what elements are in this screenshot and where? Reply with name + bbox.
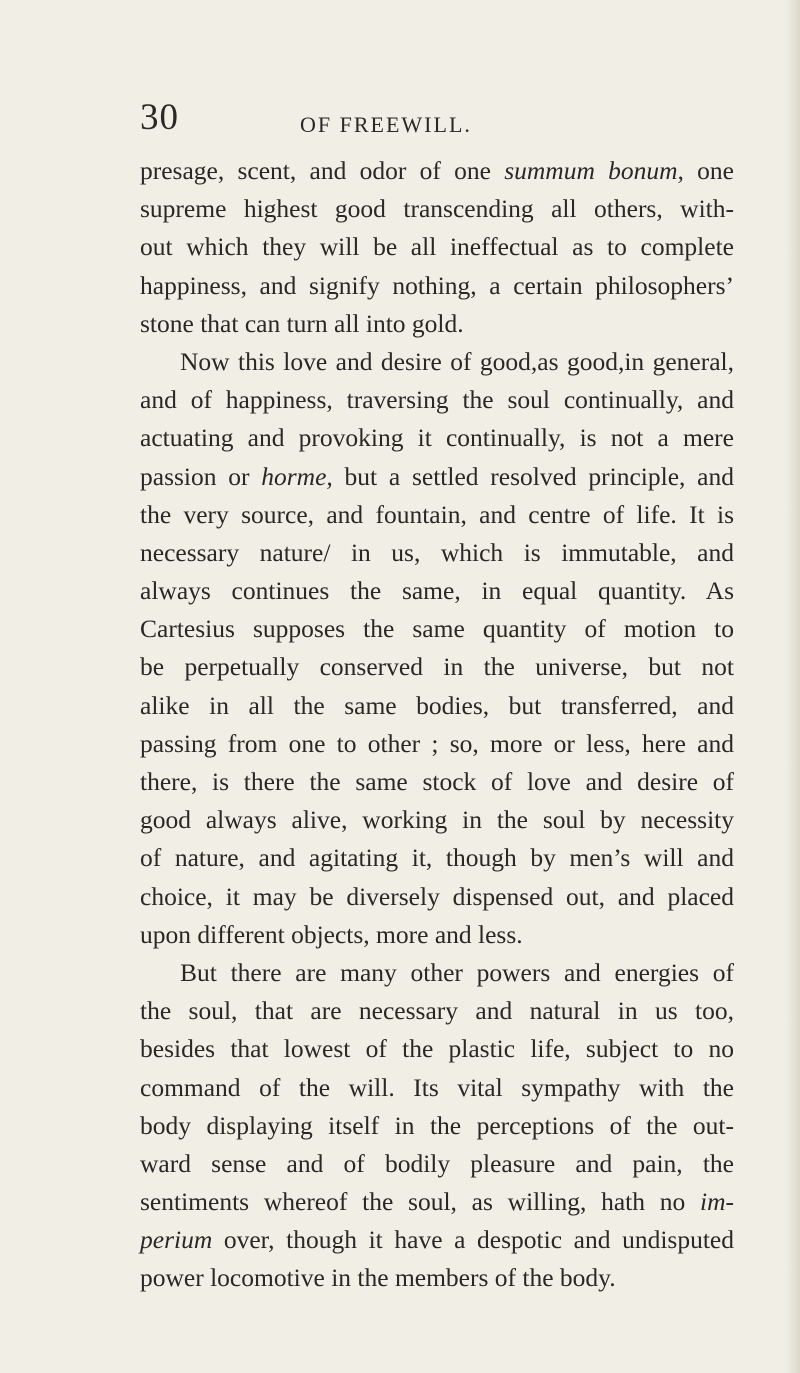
text-run: happiness, and signify nothing, a certain philosophers’ <box>140 270 734 300</box>
text-run: the very source, and fountain, and centre of life. It is <box>140 499 734 529</box>
page-edge-shadow <box>786 0 800 1373</box>
text-line <box>140 496 734 534</box>
page-number: 30 <box>140 97 179 138</box>
text-run: choice, it may be diversely dispensed out, and placed <box>140 881 734 911</box>
text-run: actuating and provoking it continually, is not a mere <box>140 423 734 453</box>
text-run: body displaying itself in the perceptions of the out- <box>140 1110 734 1140</box>
text-line <box>140 648 734 686</box>
text-line <box>140 534 734 572</box>
body-text <box>140 152 734 1298</box>
text-run: necessary nature/ in us, which is immutable, and <box>140 537 734 567</box>
text-line <box>140 381 734 419</box>
italic-text-run: horme, <box>261 461 333 491</box>
text-run: passing from one to other ; so, more or less, here and <box>140 728 734 758</box>
text-line <box>140 1107 734 1145</box>
text-line <box>140 801 734 839</box>
text-line <box>140 1030 734 1068</box>
text-run: good always alive, working in the soul by necessity <box>140 805 734 835</box>
text-line <box>140 152 734 190</box>
text-run: presage, scent, and odor of one <box>140 156 505 185</box>
text-run: stone that can turn all into gold. <box>140 308 464 338</box>
running-title: OF FREEWILL. <box>300 112 472 137</box>
text-line <box>140 305 734 343</box>
text-run: But there are many other powers and energies of <box>180 957 734 987</box>
text-run: be perpetually conserved in the universe, but not <box>140 652 734 682</box>
text-line <box>140 954 734 992</box>
text-line <box>140 992 734 1030</box>
text-line <box>140 267 734 305</box>
text-run: sentiments whereof the soul, as willing, hath no <box>140 1187 700 1217</box>
text-run: supreme highest good transcending all others, with- <box>140 194 734 224</box>
text-run: one <box>683 156 734 185</box>
text-line <box>140 1183 734 1221</box>
page-header <box>0 96 800 146</box>
text-run: out which they will be all ineffectual as to complete <box>140 232 734 262</box>
italic-text-run: perium <box>140 1225 213 1255</box>
text-line <box>140 458 734 496</box>
text-run: ward sense and of bodily pleasure and pain, the <box>140 1148 734 1178</box>
text-run: passion or <box>140 461 262 491</box>
text-run: over, though it have a despotic and undisputed <box>212 1225 734 1255</box>
text-run: command of the will. Its vital sympathy with the <box>140 1072 734 1102</box>
italic-text-run: summum bonum, <box>504 156 684 185</box>
text-run: and of happiness, traversing the soul continually, and <box>140 385 734 415</box>
text-run: the soul, that are necessary and natural in us too, <box>140 996 734 1026</box>
text-line <box>140 839 734 877</box>
text-line <box>140 763 734 801</box>
text-line <box>140 190 734 228</box>
text-run: power locomotive in the members of the body. <box>140 1263 616 1293</box>
text-run: upon different objects, more and less. <box>140 919 523 949</box>
italic-text-run: im- <box>700 1187 734 1217</box>
text-line <box>140 1145 734 1183</box>
text-run: besides that lowest of the plastic life, subject to no <box>140 1034 734 1064</box>
text-line <box>140 916 734 954</box>
text-line <box>140 725 734 763</box>
text-run: always continues the same, in equal quantity. As <box>140 576 734 606</box>
text-line <box>140 687 734 725</box>
text-run: Cartesius supposes the same quantity of motion to <box>140 614 734 644</box>
text-line <box>140 1069 734 1107</box>
text-line <box>140 343 734 381</box>
text-line <box>140 228 734 266</box>
text-run: alike in all the same bodies, but transferred, and <box>140 690 734 720</box>
text-run: but a settled resolved principle, and <box>332 461 734 491</box>
text-run: of nature, and agitating it, though by men’s will and <box>140 843 734 873</box>
text-run: there, is there the same stock of love and desire of <box>140 767 734 796</box>
text-line <box>140 572 734 610</box>
text-run: Now this love and desire of good,as good,in general, <box>180 346 734 376</box>
text-line <box>140 1259 734 1297</box>
text-line <box>140 610 734 648</box>
text-line <box>140 419 734 457</box>
text-line <box>140 878 734 916</box>
text-line <box>140 1221 734 1259</box>
